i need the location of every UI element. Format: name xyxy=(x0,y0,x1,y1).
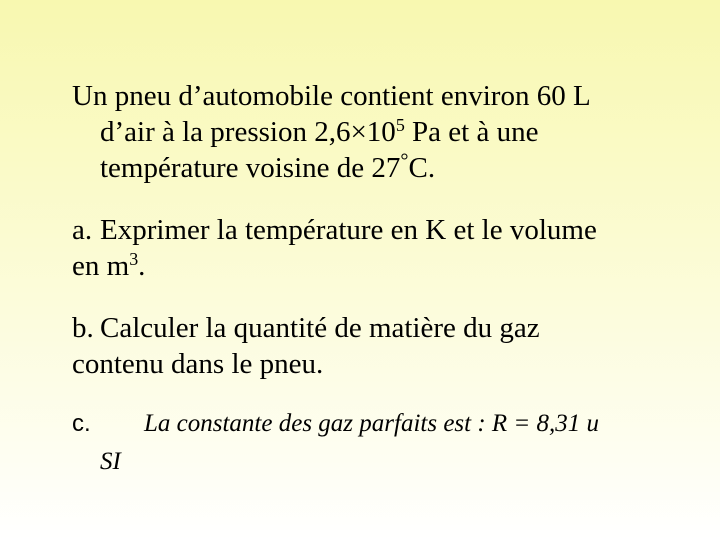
question-c-text: La constante des gaz parfaits est : R = 8,31 u xyxy=(144,410,600,437)
question-a xyxy=(72,212,672,284)
question-c-marker: c. xyxy=(72,410,91,437)
question-a-line-2 xyxy=(72,250,145,282)
question-a-line-2-text: en m xyxy=(72,250,130,282)
exponent: 5 xyxy=(395,115,405,136)
question-c xyxy=(72,405,672,481)
intro-line-1: Un pneu d’automobile contient environ 60 L xyxy=(72,80,591,112)
intro-line-3 xyxy=(72,150,672,189)
intro-line-2-text: d’air à la pression 2,6×10 xyxy=(100,116,396,148)
question-b-text: Calculer la quantité de matière du gaz xyxy=(100,312,540,344)
problem-statement xyxy=(72,78,672,189)
question-a-marker: a. xyxy=(72,214,93,246)
intro-line-3-text: température voisine de 27 xyxy=(100,152,401,184)
question-b-line-2: contenu dans le pneu. xyxy=(72,348,324,380)
question-b-marker: b. xyxy=(72,312,94,344)
question-a-text: Exprimer la température en K et le volume xyxy=(100,214,597,246)
exponent: 3 xyxy=(129,249,139,270)
intro-line-2 xyxy=(72,114,672,150)
question-a-line-1 xyxy=(72,212,672,248)
question-c-line-1 xyxy=(72,405,672,443)
degree-symbol: ° xyxy=(400,149,409,172)
intro-line-2-text-end: Pa et à une xyxy=(404,116,539,148)
question-c-line-2: SI xyxy=(100,448,121,475)
question-a-line-2-end: . xyxy=(138,250,146,282)
question-b xyxy=(72,310,672,382)
question-b-line-1 xyxy=(72,310,672,346)
intro-line-3-text-end: C. xyxy=(408,152,436,184)
